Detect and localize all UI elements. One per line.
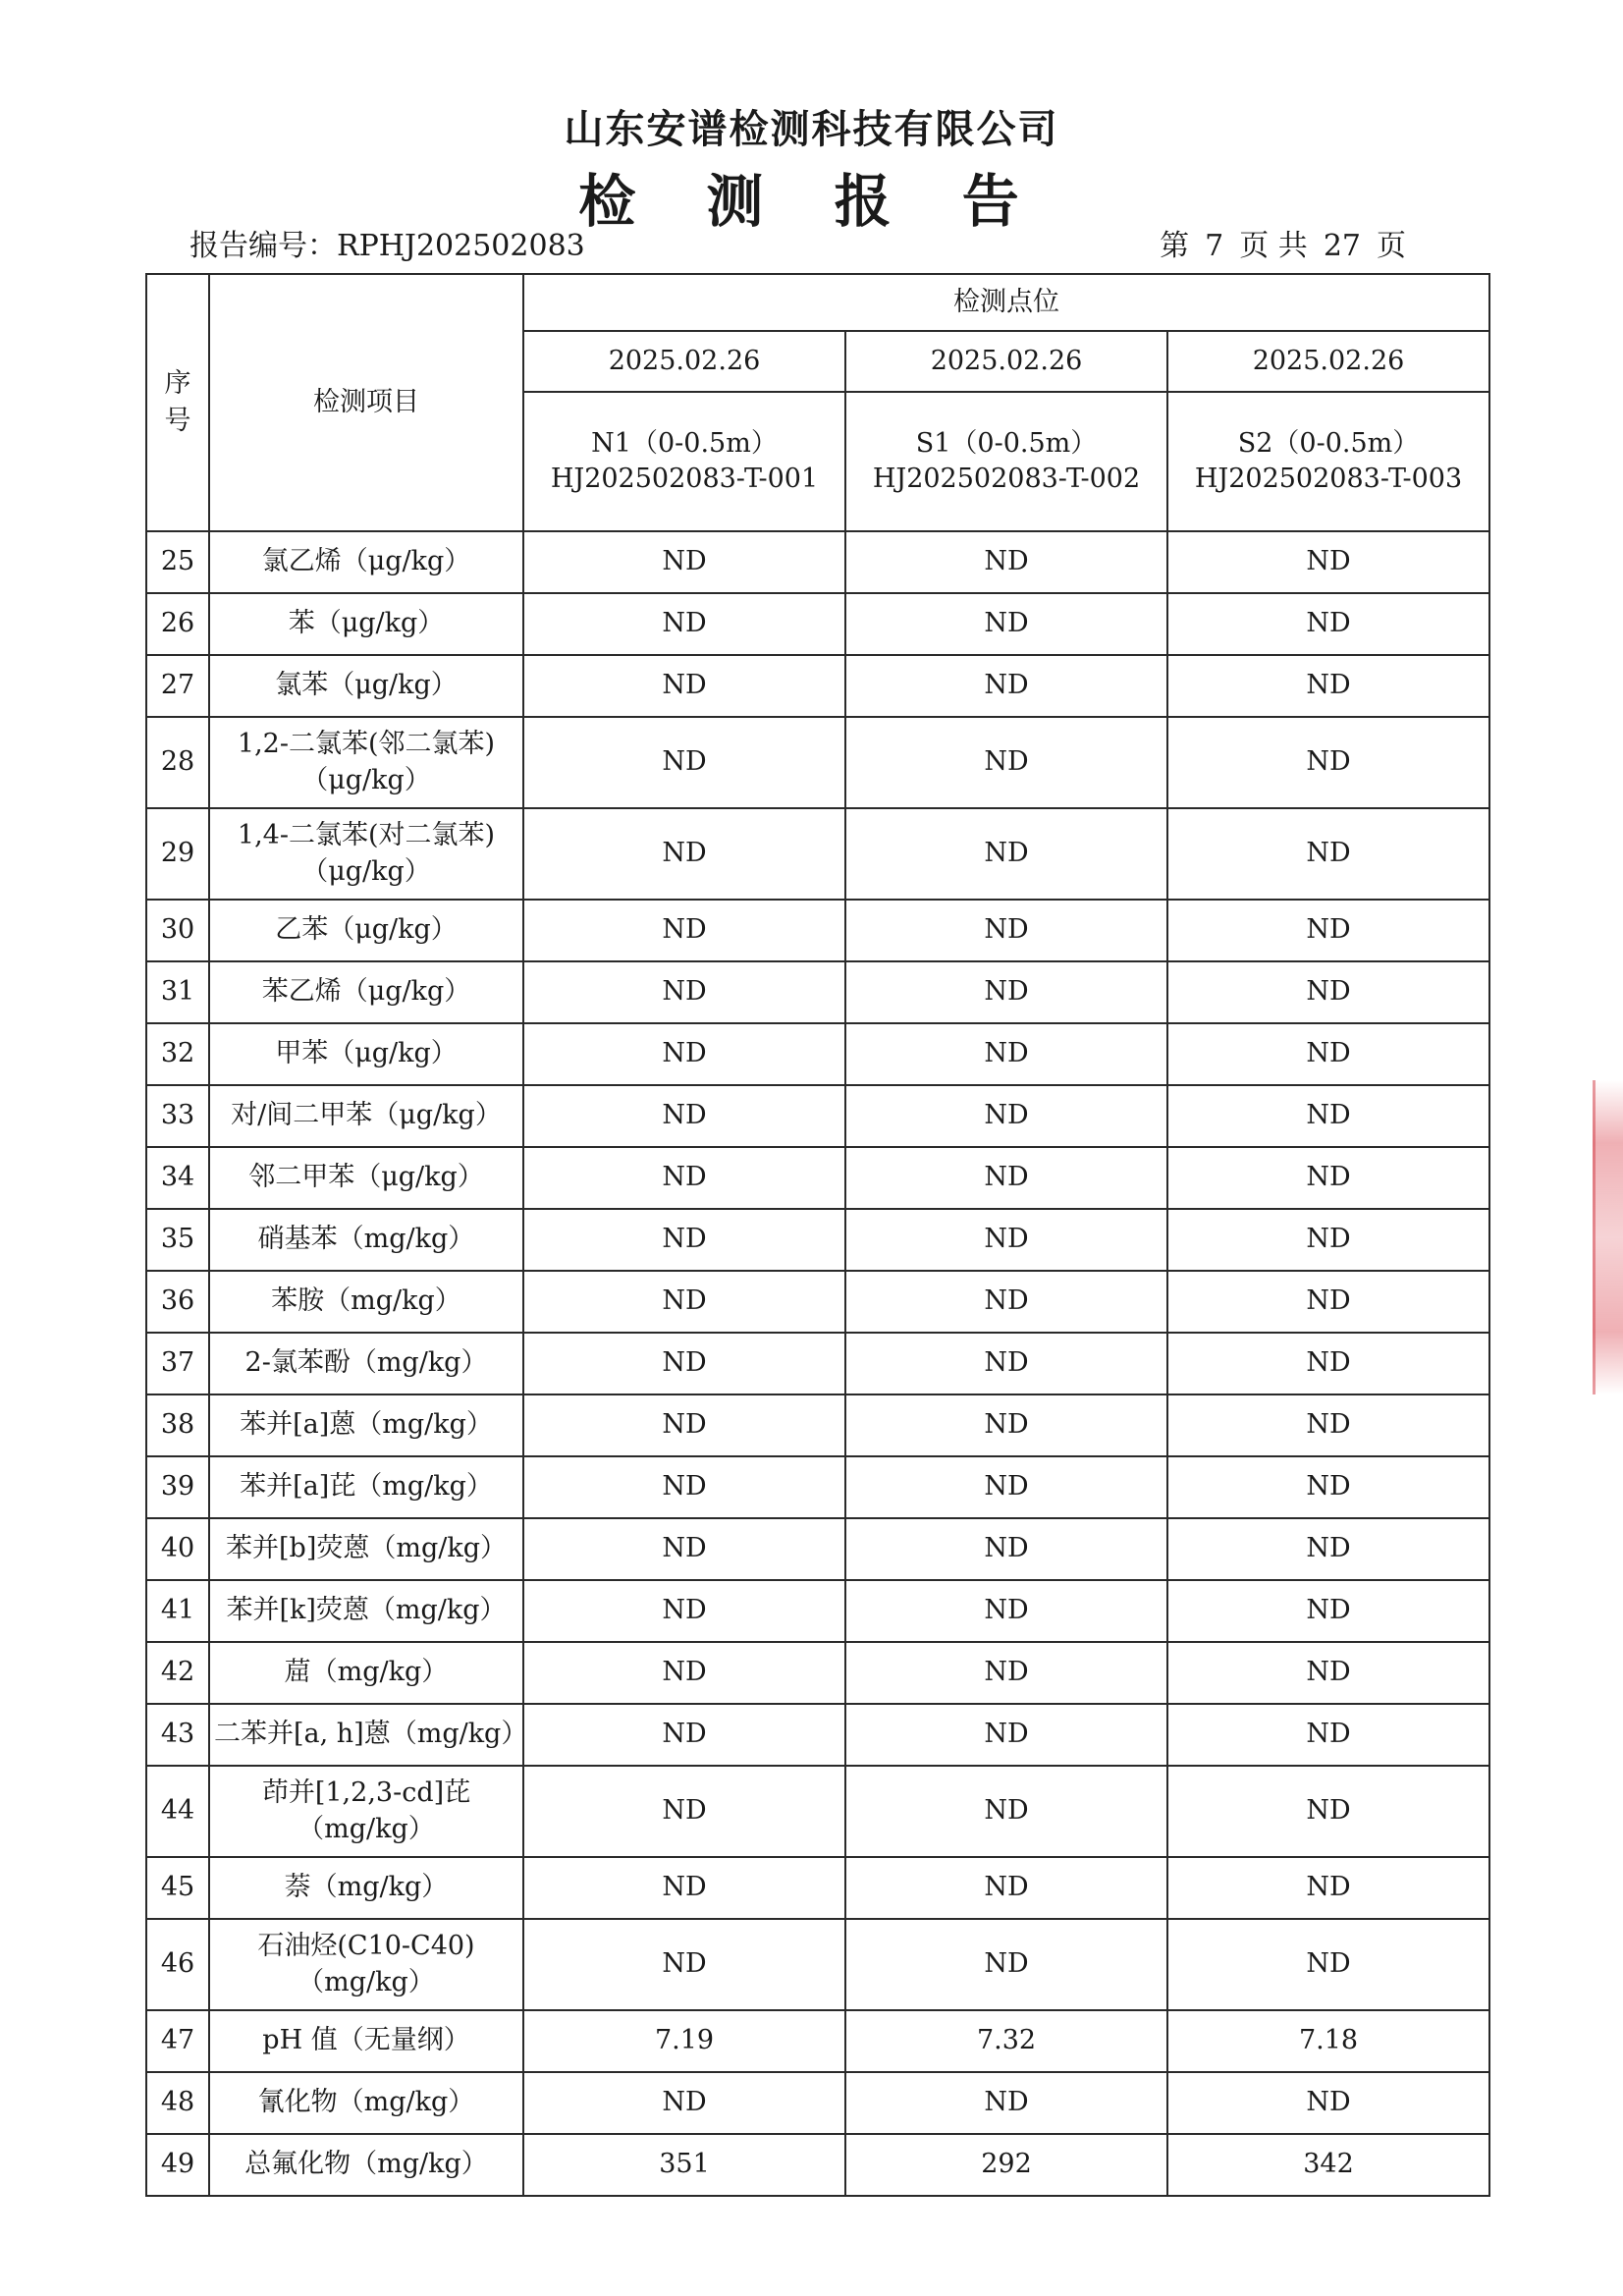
- table-row: [146, 1766, 1489, 1857]
- table-row: [146, 1456, 1489, 1518]
- points-header: 检测点位: [523, 274, 1489, 331]
- page-total: 27: [1323, 229, 1361, 263]
- table-row: [146, 961, 1489, 1023]
- row-value-s2: ND: [1167, 1766, 1489, 1857]
- table-row: [146, 2010, 1489, 2072]
- row-value-s2: 342: [1167, 2134, 1489, 2196]
- row-item-name: 邻二甲苯（μg/kg）: [248, 1162, 484, 1193]
- row-value-s2: ND: [1167, 593, 1489, 655]
- row-value-s2: ND: [1167, 2072, 1489, 2134]
- row-number: 33: [146, 1085, 209, 1147]
- row-value-n1: ND: [523, 1023, 845, 1085]
- row-item: [209, 1271, 523, 1333]
- row-value-s1: ND: [845, 2072, 1167, 2134]
- row-value-s2: ND: [1167, 1518, 1489, 1580]
- row-value-s2: ND: [1167, 1271, 1489, 1333]
- row-number: 42: [146, 1642, 209, 1704]
- row-item-unit: （mg/kg）: [298, 1813, 435, 1844]
- table-row: [146, 1085, 1489, 1147]
- row-value-n1: ND: [523, 1333, 845, 1394]
- row-item-unit: （μg/kg）: [301, 855, 431, 887]
- row-item: [209, 1456, 523, 1518]
- row-item-name: 硝基苯（mg/kg）: [257, 1224, 475, 1255]
- row-number: 29: [146, 808, 209, 900]
- row-number: 34: [146, 1147, 209, 1209]
- row-value-s1: ND: [845, 531, 1167, 593]
- row-item: [209, 1333, 523, 1394]
- seal-stamp-edge: [1593, 1080, 1623, 1394]
- row-item: [209, 593, 523, 655]
- row-number: 35: [146, 1209, 209, 1271]
- row-value-s2: ND: [1167, 1919, 1489, 2010]
- row-item: [209, 2072, 523, 2134]
- row-value-s1: ND: [845, 1766, 1167, 1857]
- page-mid: 页 共: [1239, 229, 1308, 263]
- table-row: [146, 1209, 1489, 1271]
- row-value-n1: ND: [523, 1147, 845, 1209]
- row-value-s1: ND: [845, 1333, 1167, 1394]
- table-row: [146, 900, 1489, 961]
- table-row: [146, 1147, 1489, 1209]
- row-item-name: 苯并[b]荧蒽（mg/kg）: [226, 1533, 507, 1564]
- row-value-s1: ND: [845, 1456, 1167, 1518]
- table-row: [146, 1271, 1489, 1333]
- row-value-s2: ND: [1167, 1209, 1489, 1271]
- row-item: [209, 1394, 523, 1456]
- row-item: [209, 717, 523, 808]
- row-number: 48: [146, 2072, 209, 2134]
- table-row: [146, 1704, 1489, 1766]
- row-item-name: 1,4-二氯苯(对二氯苯): [237, 820, 496, 851]
- table-row: [146, 1518, 1489, 1580]
- row-value-s1: ND: [845, 655, 1167, 717]
- row-item-name: 甲苯（μg/kg）: [275, 1038, 458, 1069]
- page-current: 7: [1205, 229, 1224, 263]
- row-value-s2: ND: [1167, 961, 1489, 1023]
- row-item-name: 对/间二甲苯（μg/kg）: [231, 1100, 502, 1131]
- row-item-name: 乙苯（μg/kg）: [275, 914, 458, 946]
- row-value-s2: ND: [1167, 1642, 1489, 1704]
- table-row: [146, 1857, 1489, 1919]
- row-item: [209, 961, 523, 1023]
- row-value-s1: ND: [845, 808, 1167, 900]
- row-number: 25: [146, 531, 209, 593]
- row-value-n1: ND: [523, 1919, 845, 2010]
- row-item-name: 苯乙烯（μg/kg）: [261, 976, 471, 1008]
- row-item-name: 䓛（mg/kg）: [284, 1657, 449, 1688]
- row-value-s1: ND: [845, 717, 1167, 808]
- row-item-name: pH 值（无量纲）: [262, 2025, 470, 2056]
- row-number: 44: [146, 1766, 209, 1857]
- row-item: [209, 2134, 523, 2196]
- row-value-s1: ND: [845, 961, 1167, 1023]
- row-value-s1: ND: [845, 1857, 1167, 1919]
- row-number: 45: [146, 1857, 209, 1919]
- row-item-name: 氯苯（μg/kg）: [275, 670, 458, 701]
- row-value-n1: ND: [523, 655, 845, 717]
- row-value-s1: ND: [845, 1209, 1167, 1271]
- point-site: [523, 392, 845, 531]
- row-number: 32: [146, 1023, 209, 1085]
- row-item-unit: （mg/kg）: [298, 1966, 435, 1997]
- row-number: 38: [146, 1394, 209, 1456]
- row-number: 26: [146, 593, 209, 655]
- row-number: 39: [146, 1456, 209, 1518]
- row-value-s1: 292: [845, 2134, 1167, 2196]
- row-item: [209, 808, 523, 900]
- row-item: [209, 1919, 523, 2010]
- row-value-n1: ND: [523, 961, 845, 1023]
- point-site-label: S1（0-0.5m）: [915, 427, 1098, 459]
- row-item: [209, 531, 523, 593]
- table-row: [146, 655, 1489, 717]
- row-value-n1: ND: [523, 1766, 845, 1857]
- item-header: 检测项目: [209, 274, 523, 531]
- row-item-name: 氯乙烯（μg/kg）: [261, 546, 471, 577]
- row-item: [209, 2010, 523, 2072]
- row-number: 43: [146, 1704, 209, 1766]
- row-value-s2: 7.18: [1167, 2010, 1489, 2072]
- row-item: [209, 1642, 523, 1704]
- table-row: [146, 531, 1489, 593]
- row-value-n1: ND: [523, 593, 845, 655]
- row-item-name: 二苯并[a, h]蒽（mg/kg）: [214, 1719, 528, 1750]
- row-item-name: 1,2-二氯苯(邻二氯苯): [237, 729, 496, 760]
- row-item: [209, 1704, 528, 1766]
- table-row: [146, 1394, 1489, 1456]
- row-value-s2: ND: [1167, 1085, 1489, 1147]
- row-number: 47: [146, 2010, 209, 2072]
- point-sample-id: HJ202502083-T-001: [550, 464, 819, 494]
- point-sample-id: HJ202502083-T-002: [872, 464, 1141, 494]
- row-value-s1: 7.32: [845, 2010, 1167, 2072]
- row-item-name: 2-氯苯酚（mg/kg）: [244, 1347, 488, 1379]
- point-date: 2025.02.26: [1167, 331, 1489, 392]
- row-value-s1: ND: [845, 1085, 1167, 1147]
- row-value-n1: ND: [523, 1518, 845, 1580]
- row-value-s2: ND: [1167, 1857, 1489, 1919]
- row-value-n1: ND: [523, 1456, 845, 1518]
- row-number: 41: [146, 1580, 209, 1642]
- row-value-n1: ND: [523, 1271, 845, 1333]
- row-value-s2: ND: [1167, 1023, 1489, 1085]
- row-number: 36: [146, 1271, 209, 1333]
- table-row: [146, 808, 1489, 900]
- point-date: 2025.02.26: [523, 331, 845, 392]
- row-item-name: 茚并[1,2,3-cd]芘: [261, 1777, 471, 1809]
- row-value-s2: ND: [1167, 717, 1489, 808]
- row-number: 46: [146, 1919, 209, 2010]
- point-date: 2025.02.26: [845, 331, 1167, 392]
- row-value-n1: ND: [523, 1394, 845, 1456]
- row-value-s2: ND: [1167, 1456, 1489, 1518]
- row-value-s1: ND: [845, 1147, 1167, 1209]
- row-item: [209, 1023, 523, 1085]
- row-item: [209, 1147, 523, 1209]
- point-sample-id: HJ202502083-T-003: [1194, 464, 1463, 494]
- row-number: 37: [146, 1333, 209, 1394]
- row-value-n1: ND: [523, 1085, 845, 1147]
- row-value-n1: ND: [523, 1580, 845, 1642]
- row-value-s2: ND: [1167, 1333, 1489, 1394]
- row-value-s1: ND: [845, 1518, 1167, 1580]
- row-item-unit: （μg/kg）: [301, 764, 431, 795]
- row-value-s1: ND: [845, 1023, 1167, 1085]
- row-value-s2: ND: [1167, 808, 1489, 900]
- row-item-name: 氰化物（mg/kg）: [257, 2087, 475, 2118]
- point-site: [1167, 392, 1489, 531]
- row-value-n1: ND: [523, 808, 845, 900]
- row-item-name: 苯并[k]荧蒽（mg/kg）: [226, 1595, 507, 1626]
- row-value-n1: 351: [523, 2134, 845, 2196]
- row-value-n1: ND: [523, 1857, 845, 1919]
- row-number: 31: [146, 961, 209, 1023]
- company-name: 山东安谱检测科技有限公司: [564, 106, 1059, 152]
- row-item: [209, 655, 523, 717]
- document-title: 检 测 报 告: [578, 168, 1045, 235]
- row-value-s1: ND: [845, 1919, 1167, 2010]
- row-item-name: 苯（μg/kg）: [288, 608, 445, 639]
- page-suffix: 页: [1377, 229, 1406, 263]
- row-value-s1: ND: [845, 593, 1167, 655]
- seq-header: 序 号: [146, 274, 209, 531]
- table-row: [146, 2134, 1489, 2196]
- row-value-s1: ND: [845, 1580, 1167, 1642]
- table-row: [146, 1919, 1489, 2010]
- row-item: [209, 1518, 523, 1580]
- row-value-s2: ND: [1167, 900, 1489, 961]
- row-number: 27: [146, 655, 209, 717]
- row-item-name: 苯并[a]蒽（mg/kg）: [240, 1409, 493, 1441]
- row-value-s2: ND: [1167, 1394, 1489, 1456]
- row-item: [209, 1580, 523, 1642]
- row-number: 40: [146, 1518, 209, 1580]
- row-value-s2: ND: [1167, 1147, 1489, 1209]
- row-value-n1: ND: [523, 717, 845, 808]
- row-item-name: 苯胺（mg/kg）: [271, 1285, 461, 1317]
- row-value-n1: 7.19: [523, 2010, 845, 2072]
- row-item-name: 萘（mg/kg）: [284, 1872, 449, 1903]
- page-indicator: [1152, 221, 1414, 264]
- point-site-label: N1（0-0.5m）: [591, 427, 778, 459]
- results-body: [146, 531, 1489, 2196]
- results-table: [145, 273, 1490, 2197]
- table-row: [146, 1023, 1489, 1085]
- point-site-label: S2（0-0.5m）: [1237, 427, 1420, 459]
- row-value-n1: ND: [523, 1642, 845, 1704]
- point-site: [845, 392, 1167, 531]
- table-row: [146, 1580, 1489, 1642]
- row-value-n1: ND: [523, 531, 845, 593]
- row-value-s2: ND: [1167, 1704, 1489, 1766]
- row-value-s1: ND: [845, 1271, 1167, 1333]
- row-value-n1: ND: [523, 2072, 845, 2134]
- row-value-s2: ND: [1167, 655, 1489, 717]
- row-value-n1: ND: [523, 1704, 845, 1766]
- table-row: [146, 593, 1489, 655]
- page-prefix: 第: [1160, 229, 1190, 263]
- row-value-s1: ND: [845, 1642, 1167, 1704]
- table-row: [146, 2072, 1489, 2134]
- row-value-s1: ND: [845, 1394, 1167, 1456]
- row-value-n1: ND: [523, 900, 845, 961]
- row-item: [209, 1857, 523, 1919]
- row-value-s2: ND: [1167, 531, 1489, 593]
- row-item: [209, 1209, 523, 1271]
- report-number: 报告编号：RPHJ202502083: [189, 229, 585, 263]
- row-value-s1: ND: [845, 1704, 1167, 1766]
- row-value-s1: ND: [845, 900, 1167, 961]
- row-value-n1: ND: [523, 1209, 845, 1271]
- row-item: [209, 1766, 523, 1857]
- row-number: 28: [146, 717, 209, 808]
- row-number: 30: [146, 900, 209, 961]
- table-row: [146, 1642, 1489, 1704]
- row-item-name: 总氟化物（mg/kg）: [244, 2149, 488, 2180]
- row-item-name: 苯并[a]芘（mg/kg）: [240, 1471, 493, 1503]
- table-row: [146, 1333, 1489, 1394]
- row-item-name: 石油烃(C10-C40): [257, 1931, 475, 1962]
- row-value-s2: ND: [1167, 1580, 1489, 1642]
- row-item: [209, 1085, 523, 1147]
- table-row: [146, 717, 1489, 808]
- row-number: 49: [146, 2134, 209, 2196]
- row-item: [209, 900, 523, 961]
